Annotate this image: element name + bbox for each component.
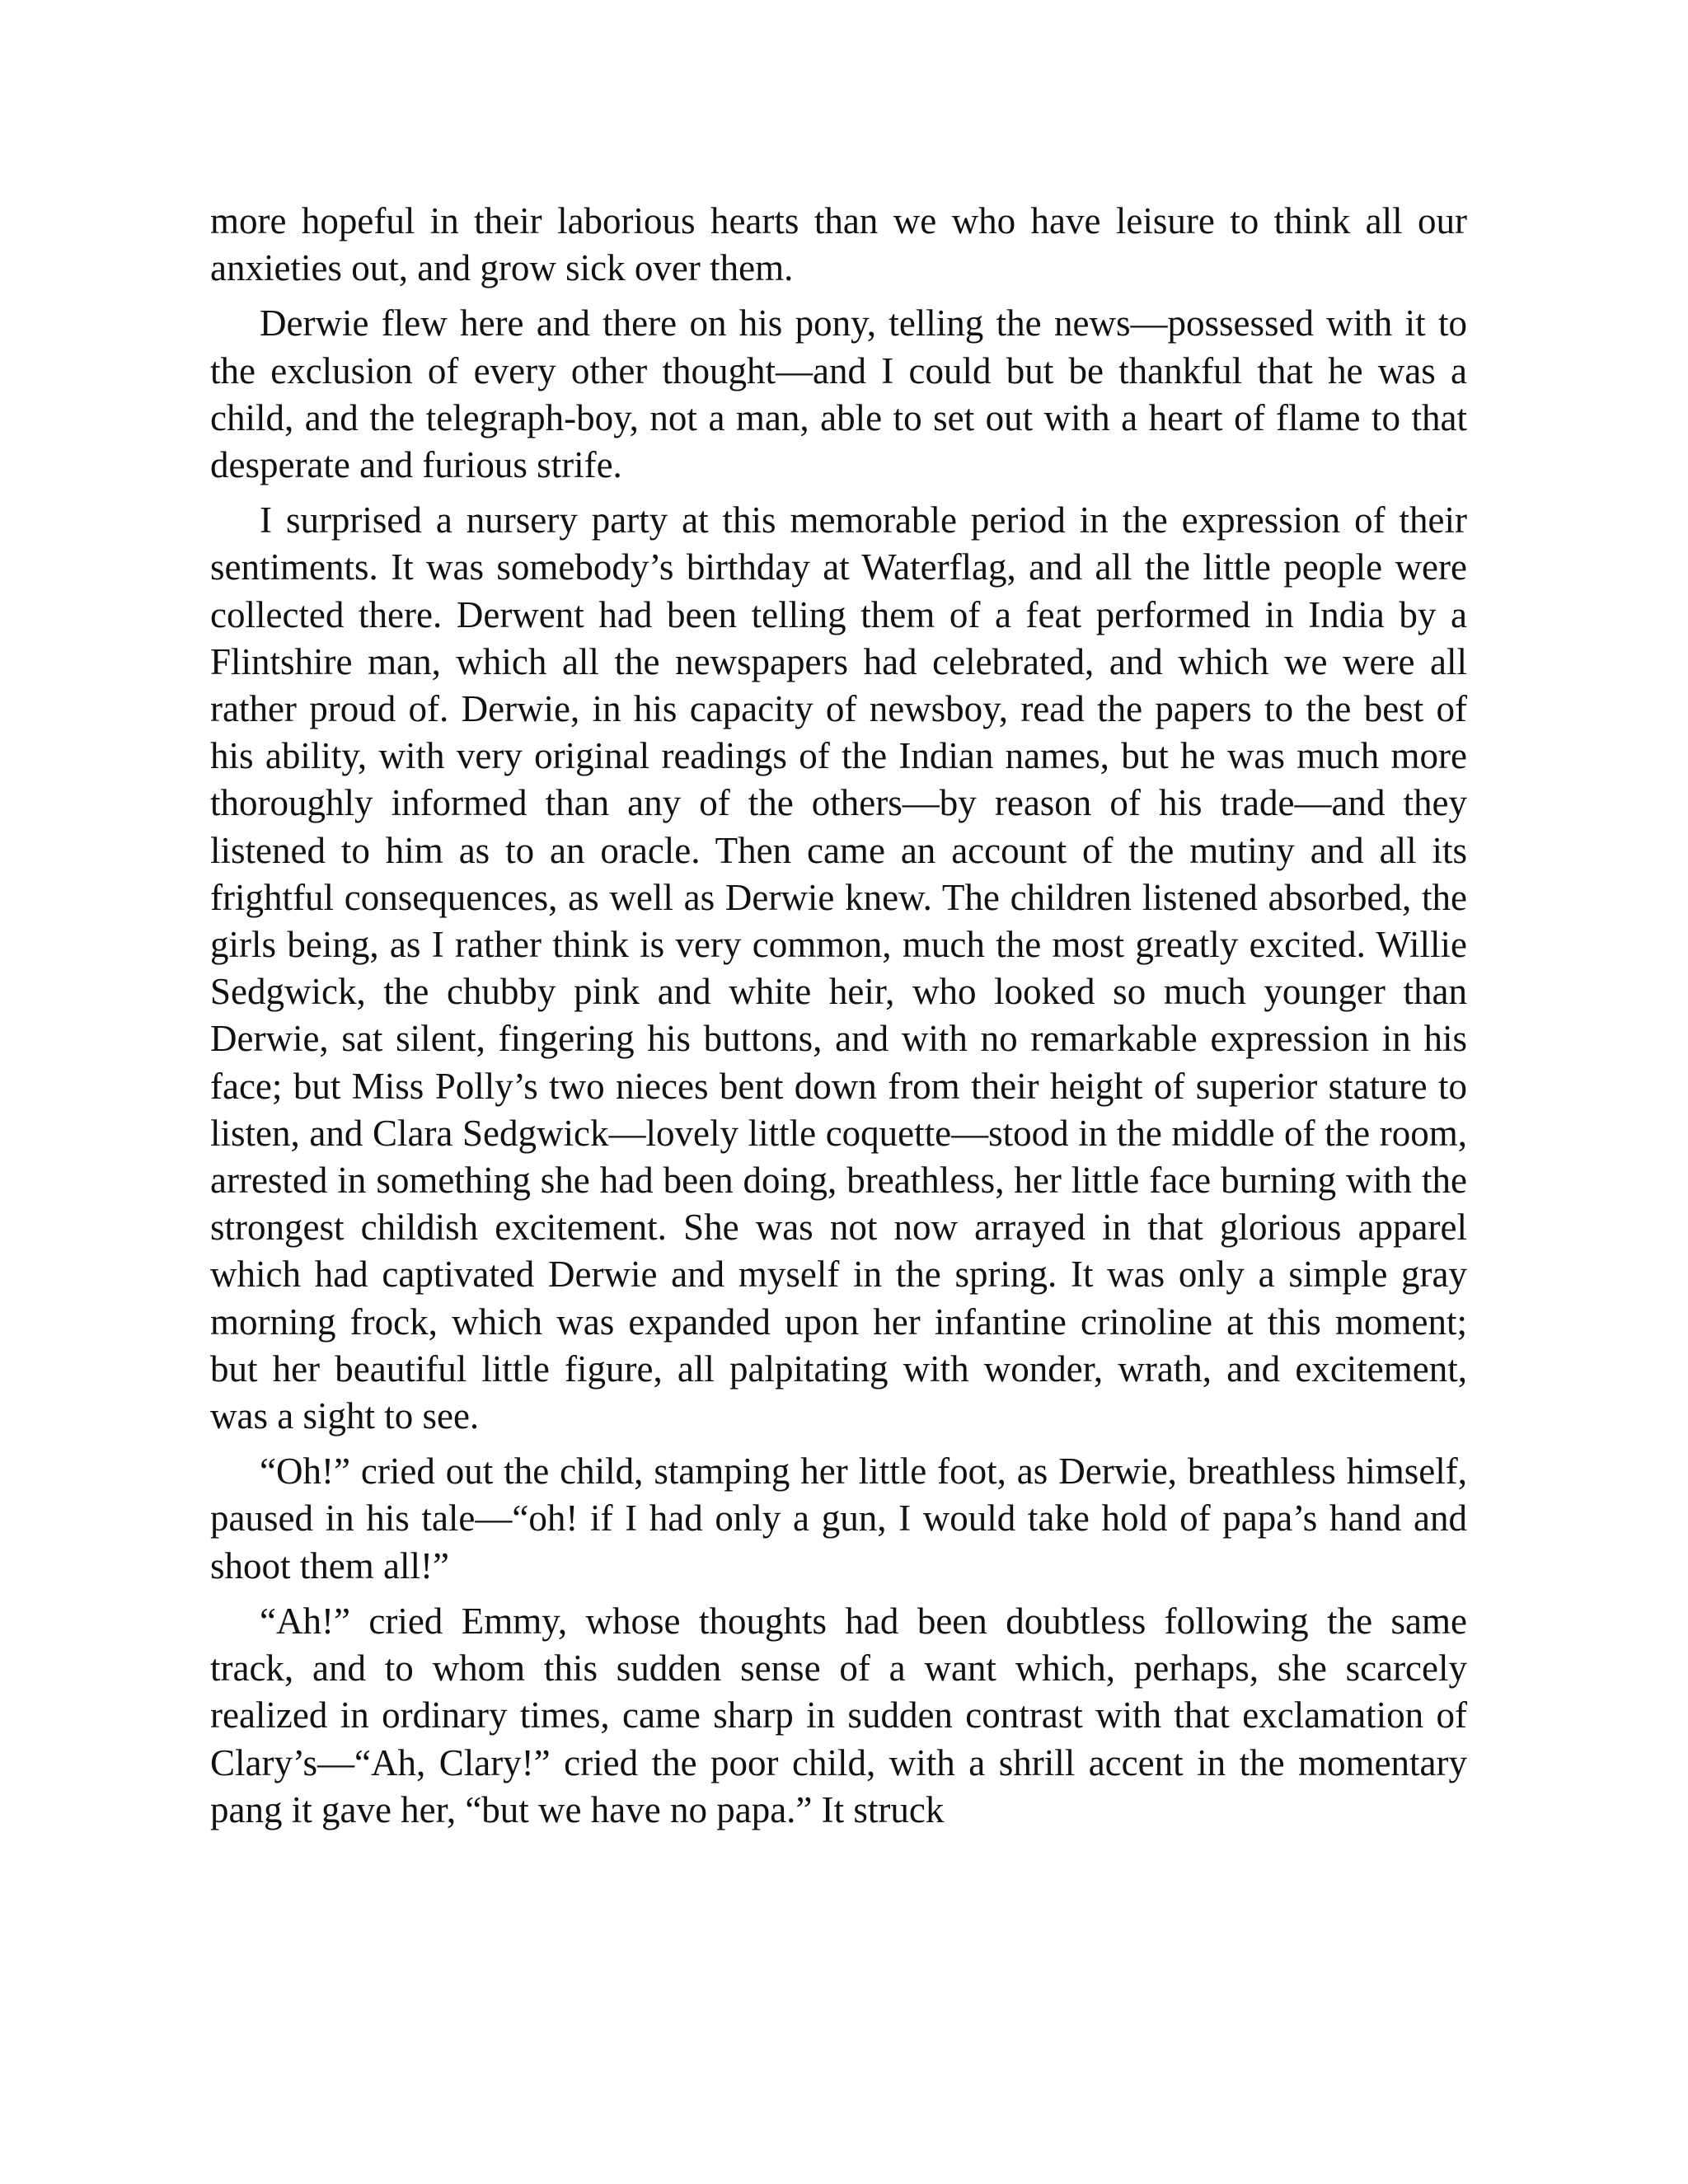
page-text <box>210 198 1467 1842</box>
paragraph-4: “Oh!” cried out the child, stamping her little foot, as Derwie, breathless himself, paused in his tale—“oh! if I had only a gun, I would take hold of papa’s hand and shoot them all!” <box>210 1451 1467 1586</box>
paragraph-3: I surprised a nursery party at this memorable period in the expression of their sentiments. It was somebody’s birthday at Waterflag, and all the little people were collected there. Derwent had been telling them of a feat performed in India by a Flintshire man, which all the newspapers had celebrated, and which we were all rather proud of. Derwie, in his capacity of newsboy, read the papers to the best of his ability, with very original readings of the Indian names, but he was much more thoroughly informed than any of the others—by reason of his trade—and they listened to him as to an oracle. Then came an account of the mutiny and all its frightful consequences, as well as Derwie knew. The children listened absorbed, the girls being, as I rather think is very common, much the most greatly excited. Willie Sedgwick, the chubby pink and white heir, who looked so much younger than Derwie, sat silent, fingering his buttons, and with no remarkable expression in his face; but Miss Polly’s two nieces bent down from their height of superior stature to listen, and Clara Sedgwick—lovely little coquette—stood in the middle of the room, arrested in something she had been doing, breathless, her little face burning with the strongest childish excitement. She was not now arrayed in that glorious apparel which had captivated Derwie and myself in the spring. It was only a simple gray morning frock, which was expanded upon her infantine crinoline at this moment; but her beautiful little figure, all palpitating with wonder, wrath, and excitement, was a sight to see. <box>210 499 1467 1437</box>
paragraph-2: Derwie flew here and there on his pony, telling the news—possessed with it to the exclusion of every other thought—and I could but be thankful that he was a child, and the telegraph-boy, not a man, able to set out with a heart of flame to that desperate and furious strife. <box>210 302 1467 486</box>
paragraph-1: more hopeful in their laborious hearts than we who have leisure to think all our anxieties out, and grow sick over them. <box>210 200 1467 289</box>
paragraph-5: “Ah!” cried Emmy, whose thoughts had been doubtless following the same track, and to whom this sudden sense of a want which, perhaps, she scarcely realized in ordinary times, came sharp in sudden contrast with that exclamation of Clary’s—“Ah, Clary!” cried the poor child, with a shrill accent in the momentary pang it gave her, “but we have no papa.” It struck <box>210 1600 1467 1830</box>
